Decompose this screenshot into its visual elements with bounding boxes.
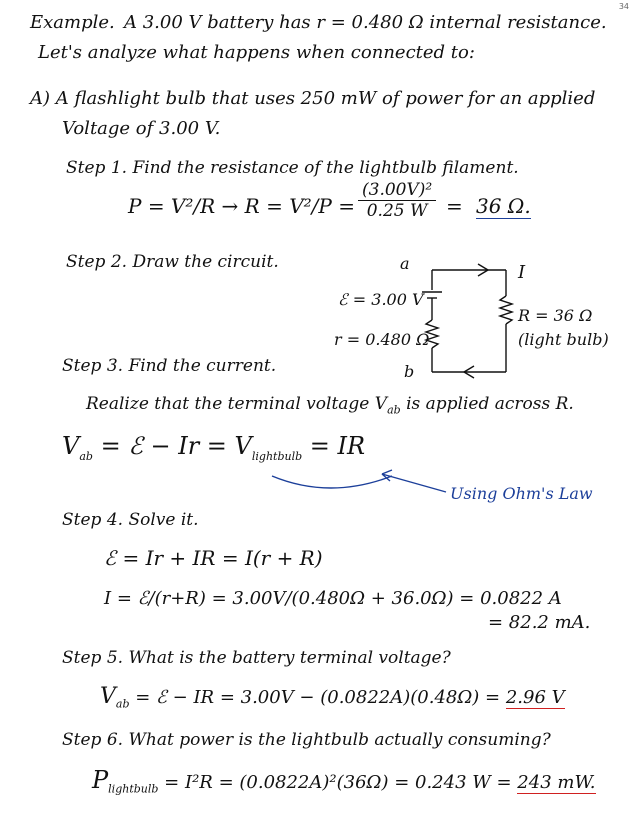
- step6-eq: = I²R = (0.0822A)²(36Ω) = 0.243 W =: [158, 772, 518, 793]
- step1-equals: =: [446, 194, 463, 218]
- step4-eq-1: ℰ = Ir + IR = I(r + R): [104, 546, 323, 570]
- step6-P-sub: lightbulb: [108, 782, 159, 796]
- step3-equation: [62, 432, 365, 463]
- step3-eq-light-sub: lightbulb: [251, 449, 303, 463]
- page-number: 34: [618, 2, 629, 11]
- step6-equation: [92, 766, 596, 796]
- part-a-line-1: A) A flashlight bulb that uses 250 mW of power for an applied: [30, 88, 596, 109]
- step5-V: V: [100, 684, 116, 709]
- step4-heading: Step 4. Solve it.: [62, 510, 199, 530]
- step2-heading: Step 2. Draw the circuit.: [66, 252, 279, 272]
- step1-denominator: 0.25 W: [366, 201, 428, 221]
- circuit-R-label: R = 36 Ω: [518, 306, 593, 325]
- circuit-node-a: a: [400, 254, 410, 273]
- step5-eq: = ℰ − IR = 3.00V − (0.0822A)(0.48Ω) =: [129, 687, 506, 708]
- circuit-node-b: b: [404, 362, 415, 381]
- step5-equation: [100, 684, 565, 711]
- step4-eq-3: = 82.2 mA.: [488, 612, 591, 633]
- step3-eq-end: = IR: [302, 432, 366, 460]
- step3-heading: Step 3. Find the current.: [62, 356, 277, 376]
- example-label: Example.: [30, 12, 115, 33]
- step3-eq-V: V: [62, 432, 80, 460]
- step1-heading: Step 1. Find the resistance of the lightbulb filament.: [66, 158, 519, 178]
- step3-eq-mid: = ℰ − Ir = V: [92, 432, 252, 460]
- step5-V-sub: ab: [115, 697, 130, 711]
- example-line-1: A 3.00 V battery has r = 0.480 Ω internal resistance.: [124, 12, 607, 33]
- step5-result: 2.96 V: [505, 687, 565, 708]
- step3-realize-text: Realize that the terminal voltage V: [86, 394, 388, 414]
- circuit-emf-label: ℰ = 3.00 V: [338, 290, 424, 309]
- circuit-current-label: I: [518, 262, 526, 283]
- circuit-R-note: (light bulb): [518, 330, 609, 349]
- example-line-2: Let's analyze what happens when connected to:: [38, 42, 475, 63]
- step5-heading: Step 5. What is the battery terminal voltage?: [62, 648, 451, 668]
- step1-numerator: (3.00V)²: [358, 180, 436, 201]
- step3-realize: [86, 394, 574, 416]
- step3-realize-end: is applied across R.: [400, 394, 574, 414]
- part-a-line-2: Voltage of 3.00 V.: [62, 118, 221, 139]
- step6-P: P: [92, 766, 109, 794]
- step4-eq-2: I = ℰ/(r+R) = 3.00V/(0.480Ω + 36.0Ω) = 0.0822 A: [104, 588, 562, 609]
- step1-result: 36 Ω.: [476, 194, 531, 218]
- step6-heading: Step 6. What power is the lightbulb actually consuming?: [62, 730, 551, 750]
- step3-ohms-law-note: Using Ohm's Law: [450, 484, 593, 503]
- step6-result: 243 mW.: [517, 772, 596, 793]
- step3-eq-V-sub: ab: [79, 449, 93, 463]
- step1-formula: P = V²/R → R = V²/P =: [128, 194, 355, 218]
- circuit-r-label: r = 0.480 Ω: [334, 330, 430, 349]
- step3-realize-sub: ab: [387, 403, 401, 417]
